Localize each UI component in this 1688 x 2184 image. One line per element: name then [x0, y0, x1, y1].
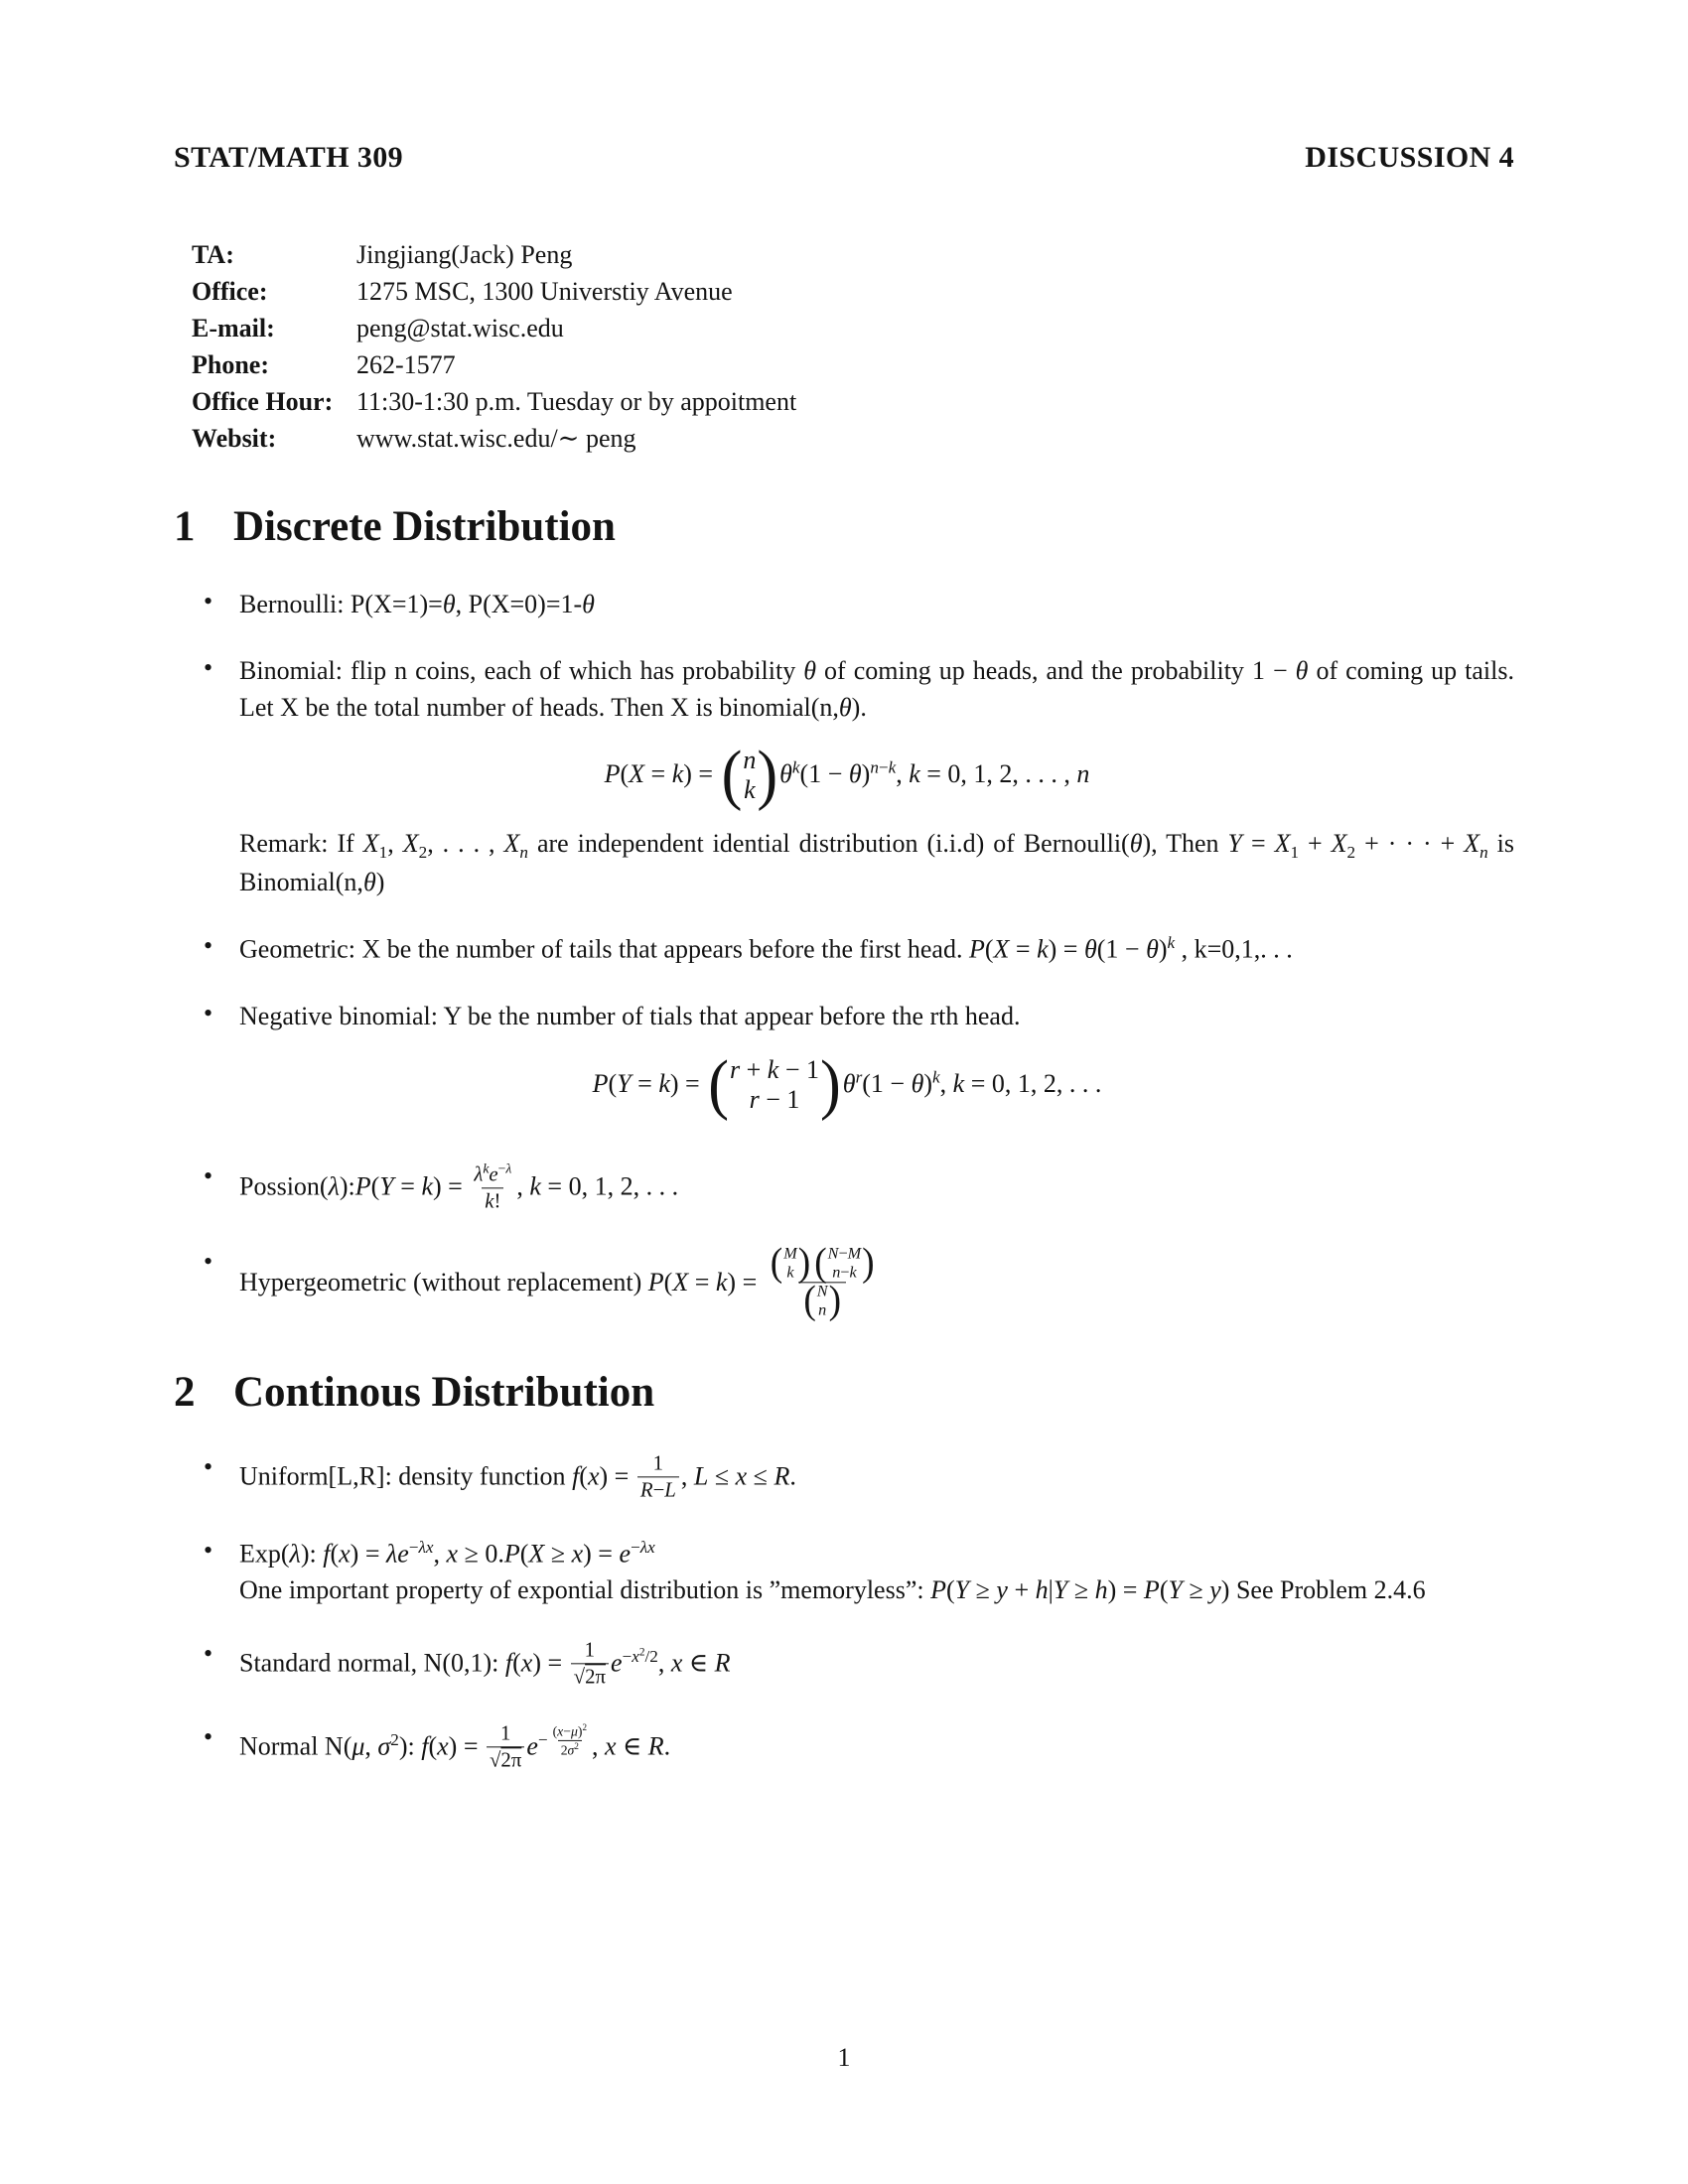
standard-normal-text: Standard normal, N(0,1): f(x) = $\frac{1}{√2\pi}$ $e^{-x^2/2}$, x ∈ R [239, 1638, 731, 1689]
possion-text: Possion(λ):P(Y = k) = $\frac{\lambda^ke^{-\lambda}}{k!}$ , k = 0, 1, 2, . . . [239, 1160, 679, 1213]
list-item-exponential [204, 1536, 1514, 1608]
info-label-ta: TA: [192, 240, 234, 269]
info-value-phone: 262-1577 [356, 350, 456, 379]
bullet-icon [204, 1161, 239, 1216]
negative-binomial-text: Negative binomial: Y be the number of tials that appear before the rth head. [239, 1002, 1021, 1031]
section-1-list [204, 587, 1514, 1322]
info-row-office-hour [192, 383, 1514, 420]
list-item-standard-normal [204, 1639, 1514, 1692]
list-item-hypergeometric [204, 1240, 1514, 1323]
info-label-office: Office: [192, 277, 268, 306]
list-item-uniform [204, 1452, 1514, 1505]
discussion-number: DISCUSSION 4 [1305, 141, 1514, 174]
section-2-title: Continous Distribution [233, 1368, 655, 1416]
bullet-icon [204, 653, 239, 900]
list-item-normal [204, 1722, 1514, 1775]
info-value-website: www.stat.wisc.edu/∼ peng [356, 424, 636, 453]
geometric-text: Geometric: X be the number of tails that appears before the first head. $P(X = k) = \theta(1 - \theta)^k$ , k=0,1,. . . [239, 933, 1293, 964]
section-2-number: 2 [174, 1368, 196, 1416]
bullet-icon [204, 931, 239, 968]
list-item-geometric [204, 931, 1514, 968]
negative-binomial-pmf-equation: P(Y = k) = ( r + k − 1 r − 1 ) $\theta^r(1 - \theta)^k$, k = 0, 1, 2, . . . [592, 1046, 1102, 1122]
exponential-memoryless-note: One important property of expontial distribution is ”memoryless”: P(Y ≥ y + h|Y ≥ h) = P(Y ≥ y) See Problem 2.4.6 [239, 1574, 1426, 1604]
section-1-title: Discrete Distribution [233, 503, 616, 550]
binomial-pmf-equation: P(X = k) = ( n k ) $\theta^k(1 - \theta)^{n-k}$, k = 0, 1, 2, . . . , n [604, 738, 1090, 812]
info-value-email: peng@stat.wisc.edu [356, 314, 564, 342]
info-row-phone [192, 346, 1514, 383]
section-1-number: 1 [174, 503, 196, 550]
bullet-icon [204, 1536, 239, 1608]
document-header [174, 141, 1514, 175]
page-number: 1 [837, 2043, 851, 2072]
section-1-heading [174, 502, 1514, 551]
bullet-icon [204, 1247, 239, 1322]
info-label-office-hour: Office Hour: [192, 387, 334, 416]
info-value-office-hour: 11:30-1:30 p.m. Tuesday or by appoitment [356, 387, 797, 416]
bullet-icon [204, 1639, 239, 1692]
info-label-phone: Phone: [192, 350, 269, 379]
hypergeometric-text: Hypergeometric (without replacement) P(X = k) = ( M k ) ( N−M n−k ) ( N n ) [239, 1240, 875, 1323]
uniform-text: Uniform[L,R]: density function f(x) = $\frac{1}{R-L}$ , L ≤ x ≤ R. [239, 1451, 796, 1502]
bullet-icon [204, 1722, 239, 1775]
section-2-heading [174, 1368, 1514, 1417]
info-value-ta: Jingjiang(Jack) Peng [356, 240, 573, 269]
contact-info-table [192, 236, 1514, 457]
info-label-email: E-mail: [192, 314, 275, 342]
info-row-website [192, 420, 1514, 457]
info-row-email [192, 310, 1514, 346]
list-item-possion [204, 1161, 1514, 1216]
list-item-negative-binomial [204, 999, 1514, 1131]
info-label-website: Websit: [192, 424, 277, 453]
info-value-office: 1275 MSC, 1300 Universtiy Avenue [356, 277, 733, 306]
info-row-office [192, 273, 1514, 310]
bullet-icon [204, 587, 239, 622]
bullet-icon [204, 1452, 239, 1505]
course-code: STAT/MATH 309 [174, 141, 404, 174]
exponential-text: Exp(λ): $f(x) = \lambda e^{-\lambda x}$, $x \ge 0.P(X \ge x) = e^{-\lambda x}$ [239, 1537, 655, 1569]
binomial-text: Binomial: flip n coins, each of which has probability θ of coming up heads, and the probability 1 − θ of coming up tails. Let X be the total number of heads. Then X is binomial(n,θ). [239, 656, 1514, 722]
section-2-list [204, 1452, 1514, 1775]
bernoulli-text: Bernoulli: P(X=1)=θ, P(X=0)=1-θ [239, 590, 595, 618]
info-row-ta [192, 236, 1514, 273]
binomial-remark: Remark: If $X_1$, $X_2$, . . . , $X_n$ are independent idential distribution (i.i.d) of Bernoulli(θ), Then $Y = X_1 + X_2$ + · · · + $X_n$ is Binomial(n,θ) [239, 828, 1514, 896]
list-item-binomial [204, 653, 1514, 900]
bullet-icon [204, 999, 239, 1131]
list-item-bernoulli [204, 587, 1514, 622]
normal-text: Normal N(μ, $\sigma^2$): f(x) = $\frac{1}{√2\pi}$ $e^{- \frac{(x-\mu)^2}{2\sigma^2}}$ , x ∈ R. [239, 1721, 671, 1772]
